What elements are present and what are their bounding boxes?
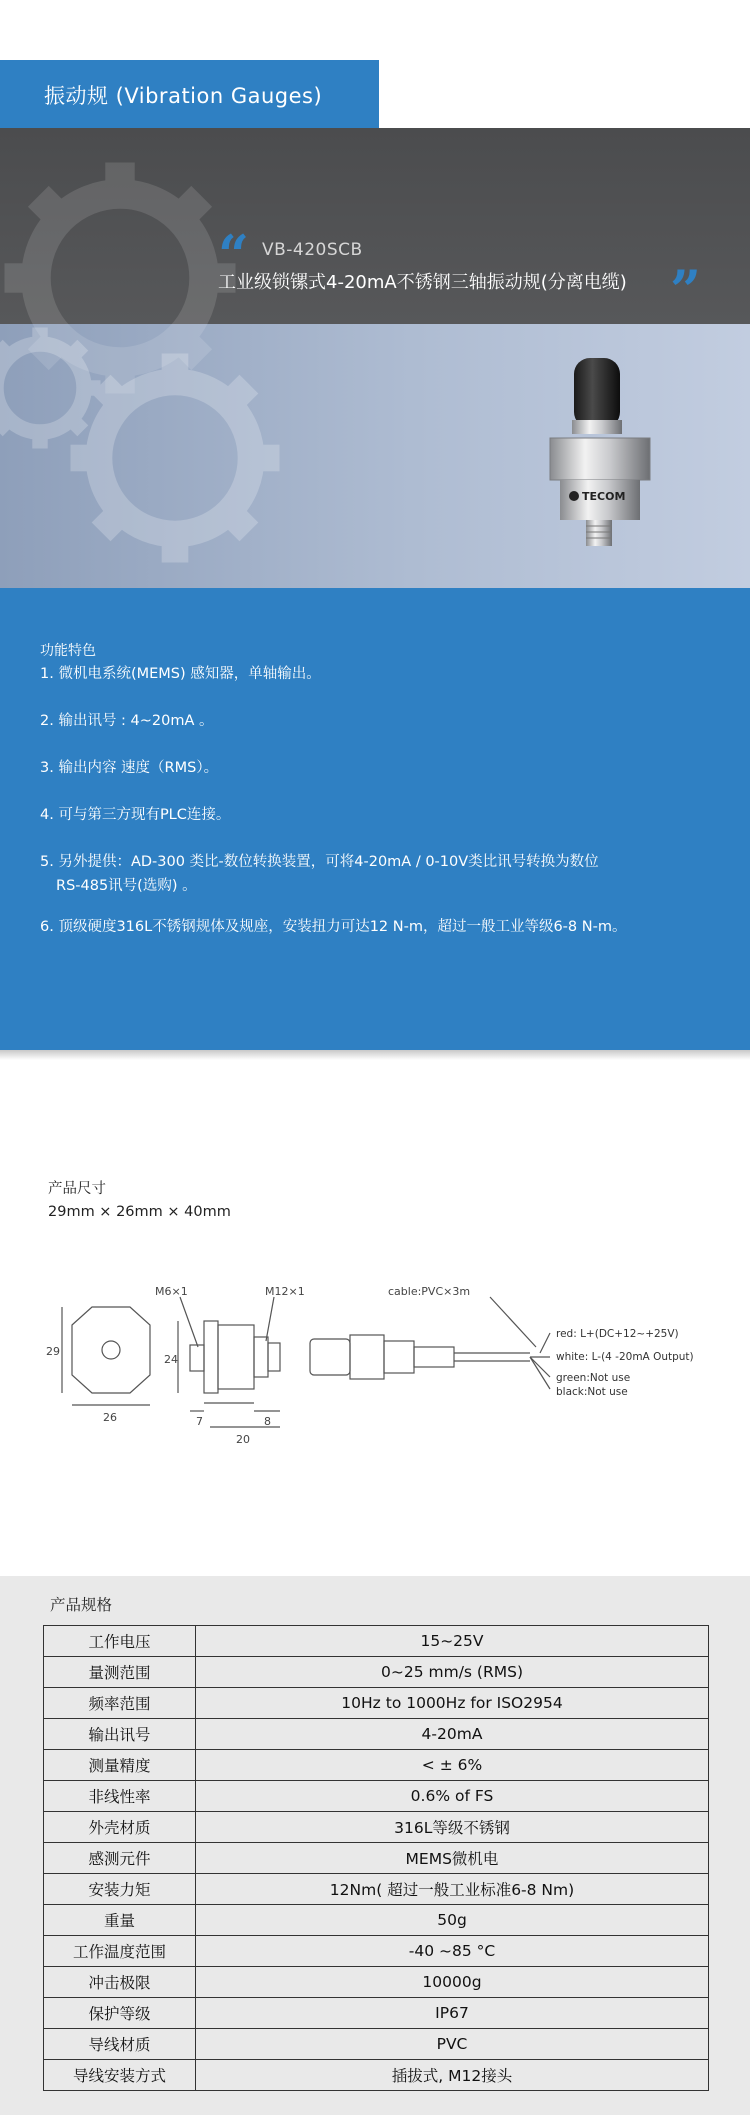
dim-8: 8	[264, 1415, 271, 1428]
spec-value: 0.6% of FS	[196, 1781, 709, 1812]
table-row	[44, 1657, 709, 1688]
spec-key: 冲击极限	[44, 1967, 196, 1998]
feature-text-continued: RS-485讯号(选购) 。	[56, 878, 197, 894]
spec-key: 非线性率	[44, 1781, 196, 1812]
spec-value: PVC	[196, 2029, 709, 2060]
table-row	[44, 1998, 709, 2029]
table-row	[44, 1688, 709, 1719]
table-row	[44, 1812, 709, 1843]
feature-item	[40, 662, 720, 686]
spec-key: 导线安装方式	[44, 2060, 196, 2091]
dim-20: 20	[236, 1433, 250, 1446]
specs-heading: 产品规格	[50, 1596, 113, 1614]
feature-text: 6. 顶级硬度316L不锈钢规体及规座，安装扭力可达12 N-m，超过一般工业等级6-8 N-m。	[40, 919, 627, 935]
dim-26: 26	[103, 1411, 117, 1424]
spec-key: 工作温度范围	[44, 1936, 196, 1967]
sensor-product-image	[530, 358, 670, 558]
label-m6: M6×1	[155, 1285, 188, 1298]
spec-key: 感测元件	[44, 1843, 196, 1874]
table-row	[44, 1781, 709, 1812]
gears-decoration-icon	[0, 128, 520, 588]
table-row	[44, 1967, 709, 1998]
dim-24: 24	[164, 1353, 178, 1366]
sensor-logo-text: TECOM	[582, 490, 626, 503]
feature-item	[40, 709, 720, 733]
spec-value: -40 ~85 °C	[196, 1936, 709, 1967]
dim-7: 7	[196, 1415, 203, 1428]
product-name: 工业级锁镙式4-20mA不锈钢三轴振动规(分离电缆)	[218, 272, 627, 293]
spec-value: 10000g	[196, 1967, 709, 1998]
section-divider	[0, 1050, 750, 1060]
dimensions-value: 29mm × 26mm × 40mm	[48, 1204, 231, 1220]
wire-green-label: green:Not use	[556, 1372, 631, 1384]
close-quote-icon: ”	[670, 258, 702, 322]
feature-text: 2. 输出讯号 : 4~20mA 。	[40, 713, 214, 729]
wire-red-label: red: L+(DC+12~+25V)	[556, 1328, 679, 1340]
specs-table	[43, 1625, 709, 2091]
spec-key: 保护等级	[44, 1998, 196, 2029]
dimensions-heading: 产品尺寸	[48, 1181, 106, 1197]
feature-text: 5. 另外提供：AD-300 类比-数位转换装置，可将4-20mA / 0-10V类比讯号转换为数位	[40, 854, 599, 870]
spec-value: 15~25V	[196, 1626, 709, 1657]
spec-key: 外壳材质	[44, 1812, 196, 1843]
feature-item	[40, 756, 720, 780]
features-heading: 功能特色	[40, 643, 96, 659]
title-band	[0, 60, 379, 128]
table-row	[44, 2029, 709, 2060]
spec-value: 0~25 mm/s (RMS)	[196, 1657, 709, 1688]
spec-value: 12Nm( 超过一般工业标准6-8 Nm)	[196, 1874, 709, 1905]
dimension-drawing	[30, 1285, 730, 1475]
spec-key: 安装力矩	[44, 1874, 196, 1905]
table-row	[44, 1874, 709, 1905]
feature-text: 4. 可与第三方现有PLC连接。	[40, 807, 231, 823]
spec-value: 插拔式, M12接头	[196, 2060, 709, 2091]
spec-key: 频率范围	[44, 1688, 196, 1719]
feature-item	[40, 850, 720, 898]
spec-value: < ± 6%	[196, 1750, 709, 1781]
spec-key: 输出讯号	[44, 1719, 196, 1750]
feature-text: 3. 输出内容 速度（RMS）。	[40, 760, 219, 776]
spec-key: 重量	[44, 1905, 196, 1936]
features-section	[0, 588, 750, 1050]
table-row	[44, 1843, 709, 1874]
table-row	[44, 1750, 709, 1781]
spec-value: 10Hz to 1000Hz for ISO2954	[196, 1688, 709, 1719]
wire-white-label: white: L-(4 -20mA Output)	[556, 1351, 694, 1363]
spec-value: IP67	[196, 1998, 709, 2029]
hero-banner	[0, 128, 750, 588]
spec-key: 导线材质	[44, 2029, 196, 2060]
feature-item	[40, 915, 720, 939]
page-title: 振动规 (Vibration Gauges)	[44, 84, 323, 108]
dim-29: 29	[46, 1345, 60, 1358]
table-row	[44, 1719, 709, 1750]
spec-value: 316L等级不锈钢	[196, 1812, 709, 1843]
spec-key: 测量精度	[44, 1750, 196, 1781]
feature-text: 1. 微机电系统(MEMS) 感知器，单轴输出。	[40, 666, 321, 682]
product-model: VB-420SCB	[262, 240, 363, 260]
label-cable: cable:PVC×3m	[388, 1285, 471, 1298]
table-row	[44, 1936, 709, 1967]
table-row	[44, 2060, 709, 2091]
spec-value: 50g	[196, 1905, 709, 1936]
label-m12: M12×1	[265, 1285, 305, 1298]
hex-body-outline	[72, 1307, 150, 1393]
wire-black-label: black:Not use	[556, 1386, 628, 1398]
open-quote-icon: “	[218, 223, 250, 287]
feature-item	[40, 803, 720, 827]
table-row	[44, 1905, 709, 1936]
spec-value: MEMS微机电	[196, 1843, 709, 1874]
spec-key: 工作电压	[44, 1626, 196, 1657]
spec-value: 4-20mA	[196, 1719, 709, 1750]
spec-key: 量测范围	[44, 1657, 196, 1688]
table-row	[44, 1626, 709, 1657]
